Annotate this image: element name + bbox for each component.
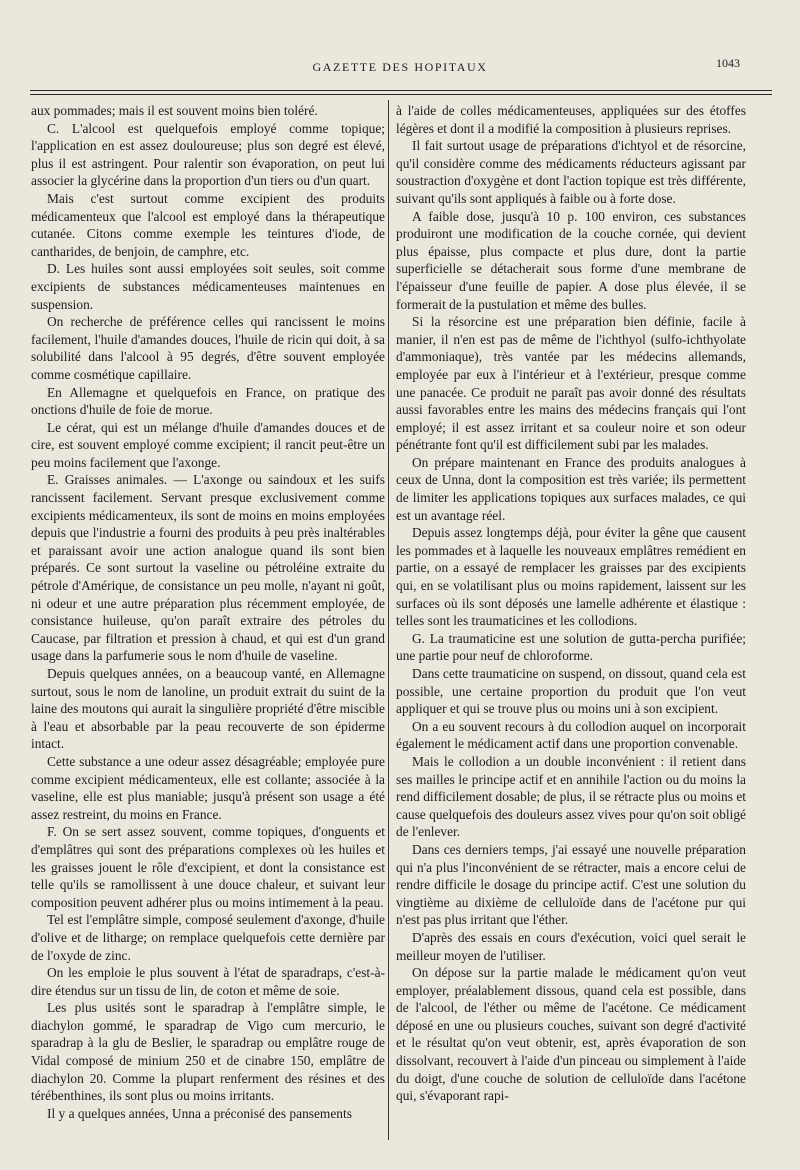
paragraph: Les plus usités sont le sparadrap à l'emplâtre simple, le diachylon gommé, le sparadrap de Vigo cum mercurio, le sparadrap à la glu de Beslier, le sparadrap ou emplâtre rouge de Vidal composé de minium 250 et de cinabre 150, emplâtre de diachylon 20. Comme la plupart renferment des résines et des térébenthines, ils sont plus ou moins irritants.	[31, 1000, 385, 1104]
column-divider	[388, 100, 389, 1140]
paragraph: On a eu souvent recours à du collodion auquel on incorporait également le médicament actif dans une proportion convenable.	[396, 718, 746, 752]
paragraph: à l'aide de colles médicamenteuses, appliquées sur des étoffes légères et dont il a modifié la composition à plusieurs reprises.	[396, 103, 746, 136]
right-column	[396, 102, 746, 1142]
paragraph: Cette substance a une odeur assez désagréable; employée pure comme excipient médicamenteux, elle est collante; associée à la vaseline, elle est plus maniable; jusqu'à présent son usage a été assez restreint, du moins en France.	[31, 753, 385, 822]
header-rule-bottom	[30, 94, 772, 95]
page-number: 1043	[716, 56, 740, 70]
paragraph: C. L'alcool est quelquefois employé comme topique; l'application en est assez douloureuse; plus son degré est élevé, plus il est astringent. Pour ralentir son évaporation, on peut lui associer la glycérine dans la proportion d'un tiers ou d'un quart.	[31, 120, 385, 189]
paragraph: Il y a quelques années, Unna a préconisé des pansements	[47, 1105, 352, 1121]
paragraph: D'après des essais en cours d'exécution, voici quel serait le meilleur moyen de l'utiliser.	[396, 929, 746, 963]
paragraph: Il fait surtout usage de préparations d'ichtyol et de résorcine, qu'il considère comme des médicaments réducteurs agissant par soustraction d'oxygène et dont l'action topique est très différente, suivant qu'ils sont appliqués à faible ou à forte dose.	[396, 138, 746, 206]
paragraph: On prépare maintenant en France des produits analogues à ceux de Unna, dont la composition est très variée; ils permettent de limiter les applications topiques aux surfaces malades, ce qui est un avantage réel.	[396, 454, 746, 523]
paragraph: D. Les huiles sont aussi employées soit seules, soit comme excipients de substances médicamenteuses maintenues en suspension.	[31, 261, 385, 312]
paragraph: Depuis quelques années, on a beaucoup vanté, en Allemagne surtout, sous le nom de lanoline, un produit extrait du suint de la laine des moutons qui aurait la singulière propriété d'être miscible à l'eau et absorbable par la peau recouverte de son épiderme intact.	[31, 666, 385, 752]
paragraph: Depuis assez longtemps déjà, pour éviter la gêne que causent les pommades et à laquelle les nouveaux emplâtres remédient en partie, on a essayé de remplacer les graisses par des excipients qui, en se volatilisant plus ou moins rapidement, laissent sur les surfaces où ils sont déposés une lamelle adhérente et élastique : telles sont les traumaticines et les collodions.	[396, 525, 746, 629]
paragraph: G. La traumaticine est une solution de gutta-percha purifiée; une partie pour neuf de chloroforme.	[396, 630, 746, 664]
paragraph: aux pommades; mais il est souvent moins bien toléré.	[31, 103, 318, 118]
header-rule-top	[30, 90, 772, 91]
paragraph: Dans cette traumaticine on suspend, on dissout, quand cela est possible, une certaine proportion du produit que l'on veut appliquer et qui se trouve plus ou moins uni à son excipient.	[396, 666, 746, 717]
paragraph: On dépose sur la partie malade le médicament qu'on veut employer, préalablement dissous, quand cela est possible, dans de l'alcool, de l'éther ou même de l'acétone. Ce médicament déposé en une ou plusieurs couches, suivant son degré d'activité et le résultat qu'on veut obtenir, est, après évaporation de son dissolvant, recouvert à l'aide d'un pinceau ou simplement à l'aide du doigt, d'une couche de solution de celluloïde dans l'acétone qui, s'évaporant rapi-	[396, 965, 746, 1104]
journal-title: GAZETTE DES HOPITAUX	[312, 60, 488, 74]
paragraph: A faible dose, jusqu'à 10 p. 100 environ, ces substances produiront une modification de la couche cornée, qui devient plus épaisse, plus compacte et plus dure, dont la partie superficielle se détacherait sous forme d'une membrane de l'épaisseur d'une feuille de papier. A dose plus élevée, il se formerait de la pustulation et même des bulles.	[396, 208, 746, 312]
left-column	[31, 102, 385, 1142]
paragraph: On les emploie le plus souvent à l'état de sparadraps, c'est-à-dire étendus sur un tissu de lin, de coton et même de soie.	[31, 965, 385, 998]
paragraph: Si la résorcine est une préparation bien définie, facile à manier, il n'en est pas de même de l'ichthyol (sulfo-ichthyolate d'ammoniaque), très vantée par les médecins allemands, employée par eux à l'intérieur et à l'extérieur, presque comme une panacée. Ce produit ne paraît pas avoir donné des résultats aussi favorables entre les mains des médecins français qui l'ont employé; il est assez irritant et sa couleur noire et son odeur pénétrante font qu'il est difficilement subi par les malades.	[396, 314, 746, 453]
paragraph: Mais c'est surtout comme excipient des produits médicamenteux que l'alcool est employé dans la thérapeutique cutanée. Citons comme exemple les teintures d'iode, de cantharides, de benjoin, de camphre, etc.	[31, 190, 385, 259]
paragraph: On recherche de préférence celles qui rancissent le moins facilement, l'huile d'amandes douces, l'huile de ricin qui doit, à sa solubilité dans l'alcool à 95 degrés, d'être souvent employée comme cosmétique capillaire.	[31, 314, 385, 382]
paragraph: Dans ces derniers temps, j'ai essayé une nouvelle préparation qui n'a plus l'inconvénient de se rétracter, mais a encore celui de rendre difficile le dosage du principe actif. C'est une solution du vingtième au dixième de celluloïde dans de l'acétone pur qui n'est pas plus irritant que l'éther.	[396, 841, 746, 928]
paragraph: En Allemagne et quelquefois en France, on pratique des onctions d'huile de foie de morue.	[31, 384, 385, 418]
paragraph: Tel est l'emplâtre simple, composé seulement d'axonge, d'huile d'olive et de litharge; on remplace quelquefois cette dernière par de l'oxyde de zinc.	[31, 912, 385, 963]
paragraph: F. On se sert assez souvent, comme topiques, d'onguents et d'emplâtres qui sont des préparations complexes où les huiles et les graisses jouent le rôle d'excipient, et dont la consistance est telle qu'ils se ramollissent à une douce chaleur, et suivant leur composition peuvent adhérer plus ou moins intimement à la peau.	[31, 824, 385, 910]
paragraph: Le cérat, qui est un mélange d'huile d'amandes douces et de cire, est souvent employé comme excipient; il rancit peut-être un peu moins facilement que l'axonge.	[31, 419, 385, 470]
page-header	[30, 58, 770, 80]
paragraph: Mais le collodion a un double inconvénient : il retient dans ses mailles le principe actif et en annihile l'action ou du moins la rend difficilement dosable; de plus, il se rétracte plus ou moins et cause quelquefois des douleurs assez vives pour qu'on soit obligé de l'enlever.	[396, 753, 746, 840]
paragraph: E. Graisses animales. — L'axonge ou saindoux et les suifs rancissent facilement. Servant presque exclusivement comme excipients médicamenteux, ils sont de moins en moins employées depuis que l'industrie a fourni des produits à peu près inaltérables et paraissant avoir une action analogue quand ils sont bien préparés. Ce sont surtout la vaseline ou pétroléine extraite du pétrole d'Amérique, de consistance un peu molle, n'ayant ni goût, ni odeur et une autre préparation plus récemment employée, de consistance huileuse, qu'on paraît extraire des pétroles du Caucase, par filtration et pression à chaud, et qui est d'un grand usage dans la parfumerie sous le nom d'huile de vaseline.	[31, 472, 385, 664]
